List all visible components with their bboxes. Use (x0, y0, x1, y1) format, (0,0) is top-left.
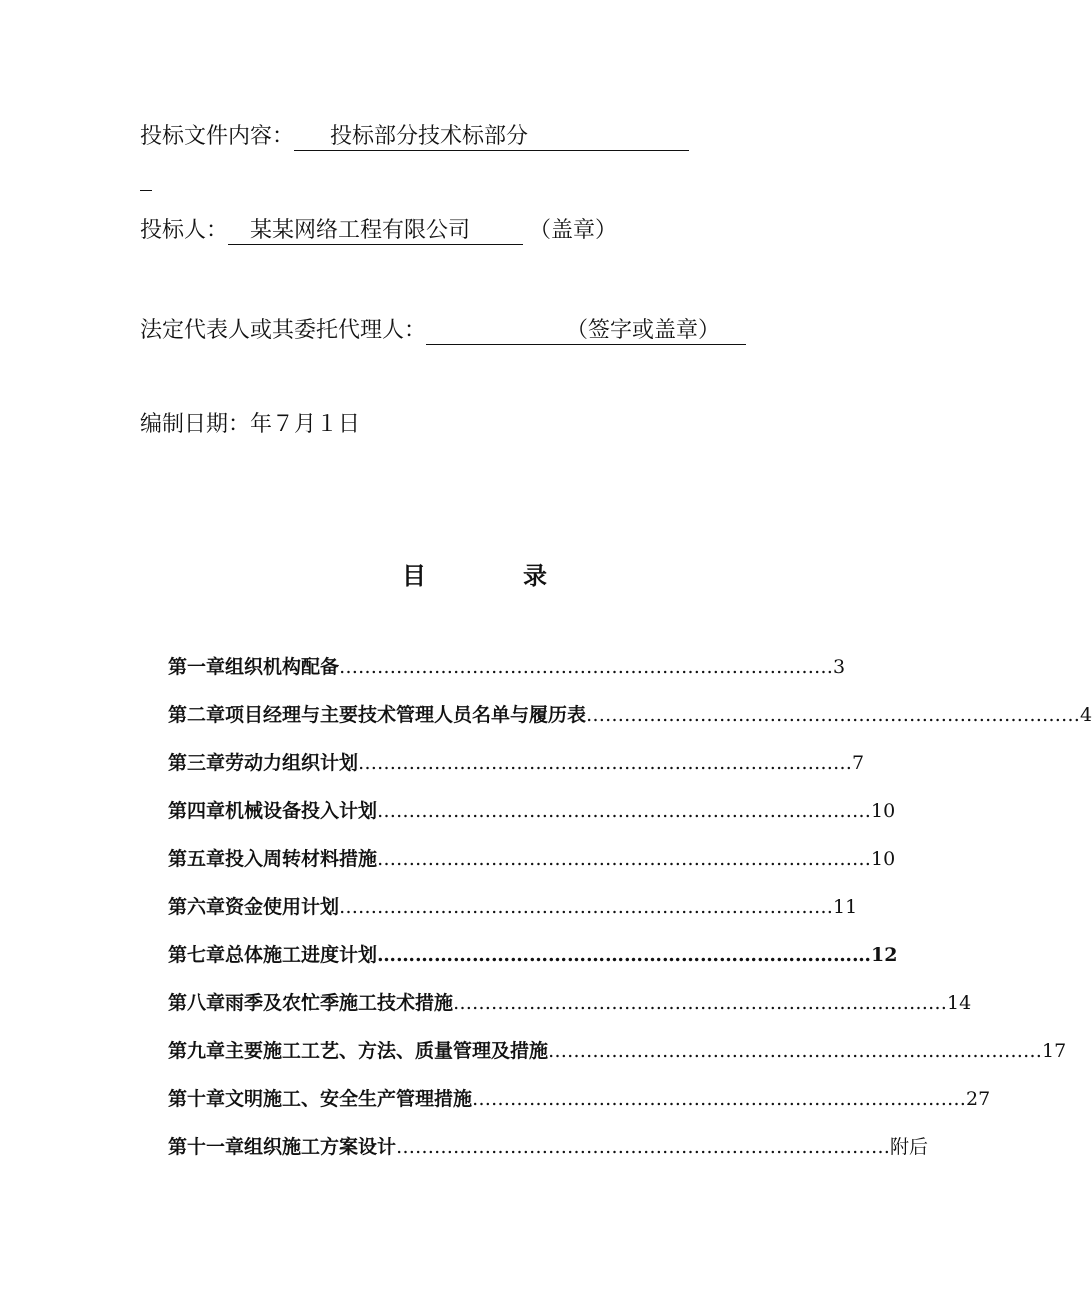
bidder-seal: （盖章） (529, 218, 618, 243)
toc-title-text: 文明施工、安全生产管理措施 (225, 1088, 473, 1110)
toc-leader: …………………………………………………………………… (339, 896, 834, 918)
toc-leader: …………………………………………………………………… (377, 800, 872, 822)
toc-chapter: 第四章 (168, 800, 226, 822)
toc-page: 14 (947, 992, 972, 1014)
toc-item-4[interactable] (168, 796, 896, 826)
toc-chapter: 第七章 (168, 944, 226, 966)
bidder-label: 投标人： (140, 218, 229, 243)
toc-item-1[interactable] (168, 652, 846, 682)
toc-page: 4 (1080, 704, 1092, 726)
toc-title-text: 机械设备投入计划 (225, 800, 378, 822)
toc-title-text: 项目经理与主要技术管理人员名单与履历表 (225, 704, 587, 726)
toc-title-text: 总体施工进度计划 (225, 944, 378, 966)
toc-item-8[interactable] (168, 988, 972, 1018)
bidder-underline (228, 218, 523, 245)
toc-chapter: 第三章 (168, 752, 226, 774)
toc-page: 3 (833, 656, 846, 678)
toc-leader: …………………………………………………………………… (358, 752, 853, 774)
toc-chapter: 第九章 (168, 1040, 226, 1062)
toc-page: 10 (871, 800, 896, 822)
toc-page: 11 (833, 896, 858, 918)
toc-title-right: 录 (523, 561, 547, 590)
toc-leader: …………………………………………………………………… (377, 944, 872, 966)
content-label: 投标文件内容： (140, 124, 295, 149)
toc-leader: …………………………………………………………………… (472, 1088, 967, 1110)
toc-chapter: 第二章 (168, 704, 226, 726)
bidder-line (140, 216, 617, 246)
toc-leader: …………………………………………………………………… (377, 848, 872, 870)
toc-item-7[interactable] (168, 940, 898, 970)
rep-label: 法定代表人或其委托代理人： (140, 318, 427, 343)
toc-item-9[interactable] (168, 1036, 1067, 1066)
toc-title-text: 劳动力组织计划 (225, 752, 359, 774)
toc-title-text: 资金使用计划 (225, 896, 340, 918)
content-line (140, 122, 689, 152)
bidder-value: 某某网络工程有限公司 (250, 218, 471, 243)
toc-title-text: 组织机构配备 (225, 656, 340, 678)
toc-chapter: 第五章 (168, 848, 226, 870)
toc-page: 17 (1042, 1040, 1067, 1062)
toc-title-text: 雨季及农忙季施工技术措施 (225, 992, 454, 1014)
rep-sign: （签字或盖章） (566, 318, 721, 343)
toc-chapter: 第十一章 (168, 1136, 245, 1158)
toc-leader: …………………………………………………………………… (396, 1136, 891, 1158)
toc-item-5[interactable] (168, 844, 896, 874)
toc-item-10[interactable] (168, 1084, 991, 1114)
toc-title-text: 投入周转材料措施 (225, 848, 378, 870)
toc-page: 10 (871, 848, 896, 870)
toc-page: 附后 (890, 1136, 929, 1158)
toc-chapter: 第十章 (168, 1088, 226, 1110)
toc-leader: …………………………………………………………………… (586, 704, 1081, 726)
toc-title-text: 组织施工方案设计 (244, 1136, 397, 1158)
toc-page: 7 (852, 752, 865, 774)
toc-page: 12 (871, 944, 898, 966)
toc-leader: …………………………………………………………………… (339, 656, 834, 678)
toc-leader: …………………………………………………………………… (548, 1040, 1043, 1062)
toc-chapter: 第六章 (168, 896, 226, 918)
toc-leader: …………………………………………………………………… (453, 992, 948, 1014)
rep-line (140, 316, 746, 346)
toc-item-6[interactable] (168, 892, 858, 922)
toc-item-11[interactable] (168, 1132, 929, 1162)
toc-item-2[interactable] (168, 700, 1092, 730)
toc-chapter: 第一章 (168, 656, 226, 678)
toc-page: 27 (966, 1088, 991, 1110)
toc-chapter: 第八章 (168, 992, 226, 1014)
content-value: 投标部分技术标部分 (330, 124, 529, 149)
rep-underline (426, 318, 746, 345)
dash-mark (140, 190, 152, 191)
toc-title-left: 目 (402, 561, 426, 590)
content-underline (294, 124, 689, 151)
toc-title-text: 主要施工工艺、方法、质量管理及措施 (225, 1040, 549, 1062)
toc-item-3[interactable] (168, 748, 865, 778)
date-line: 编制日期：年７月１日 (140, 412, 361, 437)
